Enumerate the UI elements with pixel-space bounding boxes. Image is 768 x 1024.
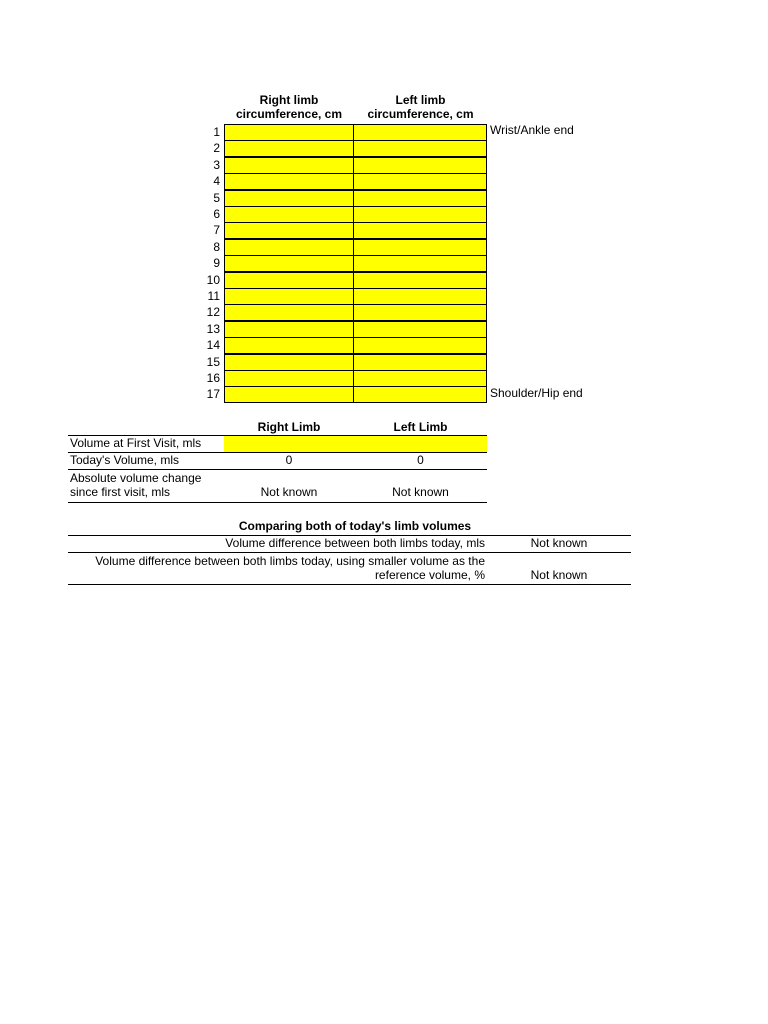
row-number-14: 14 (206, 338, 220, 352)
diff-bottom-border (68, 552, 631, 553)
left-circumference-cell-13[interactable] (353, 321, 487, 338)
pct-value: Not known (530, 568, 588, 582)
right-circumference-cell-12[interactable] (224, 304, 354, 321)
right-circumference-cell-14[interactable] (224, 337, 354, 354)
right-header-line2: circumference, cm (235, 107, 343, 121)
right-circumference-cell-9[interactable] (224, 255, 354, 272)
left-circumference-cell-12[interactable] (353, 304, 487, 321)
comparison-bottom-border (68, 584, 631, 585)
left-circumference-cell-2[interactable] (353, 140, 487, 157)
right-circumference-cell-4[interactable] (224, 173, 354, 190)
pct-label-line2: reference volume, % (374, 568, 485, 582)
row-number-6: 6 (213, 207, 220, 221)
diff-label: Volume difference between both limbs today, mls (225, 536, 485, 550)
todays-volume-right: 0 (285, 453, 293, 467)
row-number-3: 3 (213, 158, 220, 172)
right-circumference-cell-11[interactable] (224, 288, 354, 305)
shoulder-hip-note: Shoulder/Hip end (490, 386, 583, 400)
right-circumference-cell-10[interactable] (224, 272, 354, 289)
row-number-17: 17 (206, 387, 220, 401)
row-number-2: 2 (213, 141, 220, 155)
right-circumference-cell-6[interactable] (224, 206, 354, 223)
left-circumference-cell-17[interactable] (353, 386, 487, 403)
row-number-7: 7 (213, 223, 220, 237)
todays-volume-left: 0 (417, 453, 424, 467)
right-header-line1: Right limb (259, 93, 319, 107)
first-visit-input-left[interactable] (355, 436, 487, 453)
left-circumference-cell-4[interactable] (353, 173, 487, 190)
pct-label-line1: Volume difference between both limbs today, using smaller volume as the (95, 554, 485, 568)
left-circumference-cell-9[interactable] (353, 255, 487, 272)
wrist-ankle-note: Wrist/Ankle end (490, 123, 574, 137)
change-label-line2: since first visit, mls (70, 485, 171, 499)
left-circumference-cell-7[interactable] (353, 222, 487, 239)
row-number-1: 1 (213, 125, 220, 139)
left-circumference-cell-15[interactable] (353, 354, 487, 371)
left-header-line1: Left limb (395, 93, 446, 107)
left-circumference-cell-10[interactable] (353, 272, 487, 289)
first-visit-label: Volume at First Visit, mls (70, 436, 202, 450)
left-limb-circumference-header (354, 93, 487, 121)
left-circumference-cell-1[interactable] (353, 124, 487, 141)
comparison-title: Comparing both of today's limb volumes (238, 519, 472, 533)
change-left-value: Not known (392, 485, 449, 499)
left-circumference-cell-14[interactable] (353, 337, 487, 354)
todays-volume-label: Today's Volume, mls (70, 453, 180, 467)
right-circumference-cell-3[interactable] (224, 157, 354, 174)
left-circumference-cell-8[interactable] (353, 239, 487, 256)
change-label-line1: Absolute volume change (70, 471, 202, 485)
left-circumference-cell-3[interactable] (353, 157, 487, 174)
row-number-9: 9 (213, 256, 220, 270)
left-circumference-cell-6[interactable] (353, 206, 487, 223)
row-number-12: 12 (206, 305, 220, 319)
row-number-4: 4 (213, 174, 220, 188)
row-number-11: 11 (207, 289, 220, 303)
right-circumference-cell-2[interactable] (224, 140, 354, 157)
left-circumference-cell-11[interactable] (353, 288, 487, 305)
right-circumference-cell-13[interactable] (224, 321, 354, 338)
right-circumference-cell-5[interactable] (224, 190, 354, 207)
row-number-8: 8 (213, 240, 220, 254)
diff-value: Not known (530, 536, 588, 550)
right-limb-circumference-header (224, 93, 354, 121)
right-circumference-cell-16[interactable] (224, 370, 354, 387)
row-number-10: 10 (206, 273, 220, 287)
right-circumference-cell-7[interactable] (224, 222, 354, 239)
right-circumference-cell-15[interactable] (224, 354, 354, 371)
volume-table-bottom-border (68, 502, 487, 503)
right-circumference-cell-8[interactable] (224, 239, 354, 256)
left-circumference-cell-16[interactable] (353, 370, 487, 387)
row-number-16: 16 (206, 371, 220, 385)
row-number-5: 5 (213, 191, 220, 205)
left-header-line2: circumference, cm (367, 107, 474, 121)
volume-right-limb-header: Right Limb (257, 420, 321, 434)
first-visit-input-right[interactable] (224, 436, 355, 453)
right-circumference-cell-1[interactable] (224, 124, 354, 141)
row-number-15: 15 (206, 355, 220, 369)
change-right-value: Not known (260, 485, 318, 499)
volume-left-limb-header: Left Limb (393, 420, 448, 434)
todays-volume-bottom-border (68, 469, 487, 470)
row-number-13: 13 (206, 322, 220, 336)
right-circumference-cell-17[interactable] (224, 386, 354, 403)
left-circumference-cell-5[interactable] (353, 190, 487, 207)
